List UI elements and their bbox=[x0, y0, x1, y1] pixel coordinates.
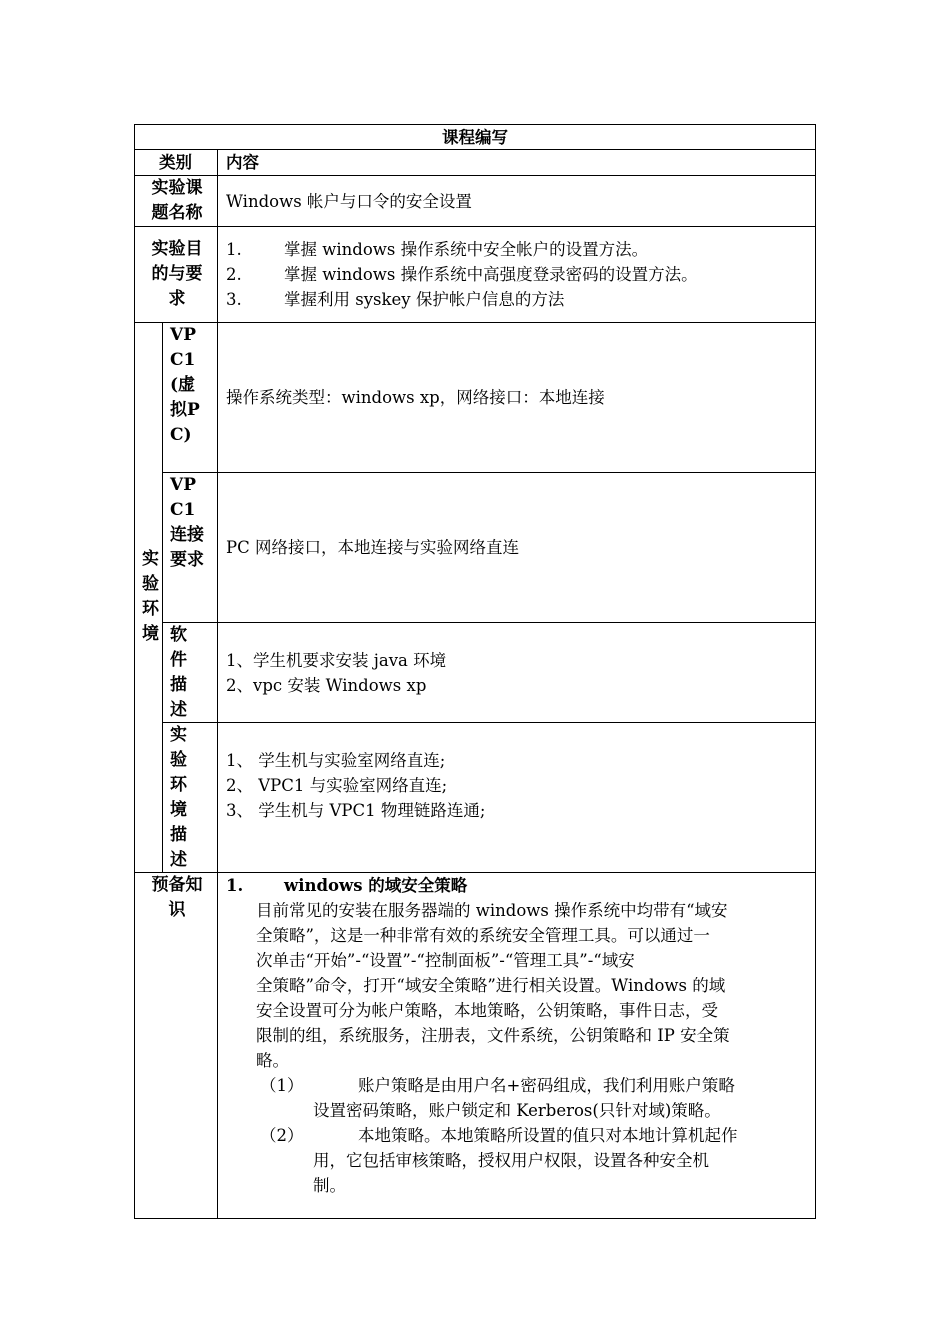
env-connection-label: VPC1连接要求 bbox=[170, 475, 204, 570]
prior-heading: windows 的域安全策略 bbox=[284, 876, 468, 895]
prior-paragraph-line: 全策略”，这是一种非常有效的系统安全管理工具。可以通过一 bbox=[256, 926, 710, 945]
prior-sub-2-line: 用，它包括审核策略，授权用户权限，设置各种安全机 bbox=[313, 1151, 709, 1170]
prior-sub-num-1: （1） bbox=[260, 1076, 304, 1095]
prior-knowledge-label: 预备知识 bbox=[151, 875, 203, 920]
prior-paragraph-line: 目前常见的安装在服务器端的 windows 操作系统中均带有“域安 bbox=[256, 901, 728, 920]
table-title: 课程编写 bbox=[442, 128, 508, 147]
rule-env-2 bbox=[162, 622, 816, 623]
header-content: 内容 bbox=[226, 153, 259, 172]
prior-paragraph-line: 次单击“开始”-“设置”-“控制面板”-“管理工具”-“域安 bbox=[256, 951, 635, 970]
purpose-num-1: 1. bbox=[226, 240, 242, 259]
purpose-item-1: 掌握 windows 操作系统中安全帐户的设置方法。 bbox=[284, 240, 649, 259]
prior-sub-2-line: 本地策略。本地策略所设置的值只对本地计算机起作 bbox=[358, 1126, 738, 1145]
env-description-label: 实验环境描述 bbox=[170, 725, 187, 870]
environment-label: 实验环境 bbox=[142, 549, 159, 644]
rule-env-3 bbox=[162, 722, 816, 723]
rule-name bbox=[134, 226, 816, 227]
prior-paragraph-line: 安全设置可分为帐户策略，本地策略，公钥策略，事件日志，受 bbox=[256, 1001, 718, 1020]
purpose-num-2: 2. bbox=[226, 265, 242, 284]
env-description-line-3: 3、 学生机与 VPC1 物理链路连通; bbox=[226, 801, 486, 820]
prior-paragraph-line: 全策略”命令，打开“域安全策略”进行相关设置。Windows 的域 bbox=[256, 976, 726, 995]
env-description-line-2: 2、 VPC1 与实验室网络直连; bbox=[226, 776, 448, 795]
prior-paragraph-line: 限制的组，系统服务，注册表，文件系统，公钥策略和 IP 安全策 bbox=[256, 1026, 730, 1045]
env-sub-divider bbox=[162, 322, 163, 872]
env-connection-value: PC 网络接口，本地连接与实验网络直连 bbox=[226, 538, 519, 557]
env-vpc-label: VPC1(虚拟PC) bbox=[170, 325, 200, 445]
prior-sub-num-2: （2） bbox=[260, 1126, 304, 1145]
rule-env-1 bbox=[162, 472, 816, 473]
prior-heading-num: 1. bbox=[226, 876, 244, 895]
experiment-name-label: 实验课题名称 bbox=[151, 178, 203, 223]
prior-paragraph-line: 略。 bbox=[256, 1051, 289, 1070]
column-divider bbox=[217, 149, 218, 1219]
env-software-label: 软件描述 bbox=[170, 625, 187, 720]
env-software-line-2: 2、vpc 安装 Windows xp bbox=[226, 676, 427, 695]
purpose-item-2: 掌握 windows 操作系统中高强度登录密码的设置方法。 bbox=[284, 265, 698, 284]
header-category: 类别 bbox=[159, 153, 192, 172]
purpose-num-3: 3. bbox=[226, 290, 242, 309]
prior-sub-1-line: 设置密码策略，账户锁定和 Kerberos(只针对域)策略。 bbox=[313, 1101, 721, 1120]
rule-purpose bbox=[134, 322, 816, 323]
rule-header bbox=[134, 175, 816, 176]
env-description-line-1: 1、 学生机与实验室网络直连; bbox=[226, 751, 446, 770]
env-software-line-1: 1、学生机要求安装 java 环境 bbox=[226, 651, 447, 670]
purpose-label: 实验目的与要求 bbox=[151, 239, 203, 309]
prior-sub-2-line: 制。 bbox=[313, 1176, 346, 1195]
prior-sub-1-line: 账户策略是由用户名+密码组成，我们利用账户策略 bbox=[358, 1076, 735, 1095]
env-vpc-value: 操作系统类型：windows xp，网络接口：本地连接 bbox=[226, 388, 605, 407]
purpose-item-3: 掌握利用 syskey 保护帐户信息的方法 bbox=[284, 290, 565, 309]
experiment-name-value: Windows 帐户与口令的安全设置 bbox=[226, 192, 472, 211]
